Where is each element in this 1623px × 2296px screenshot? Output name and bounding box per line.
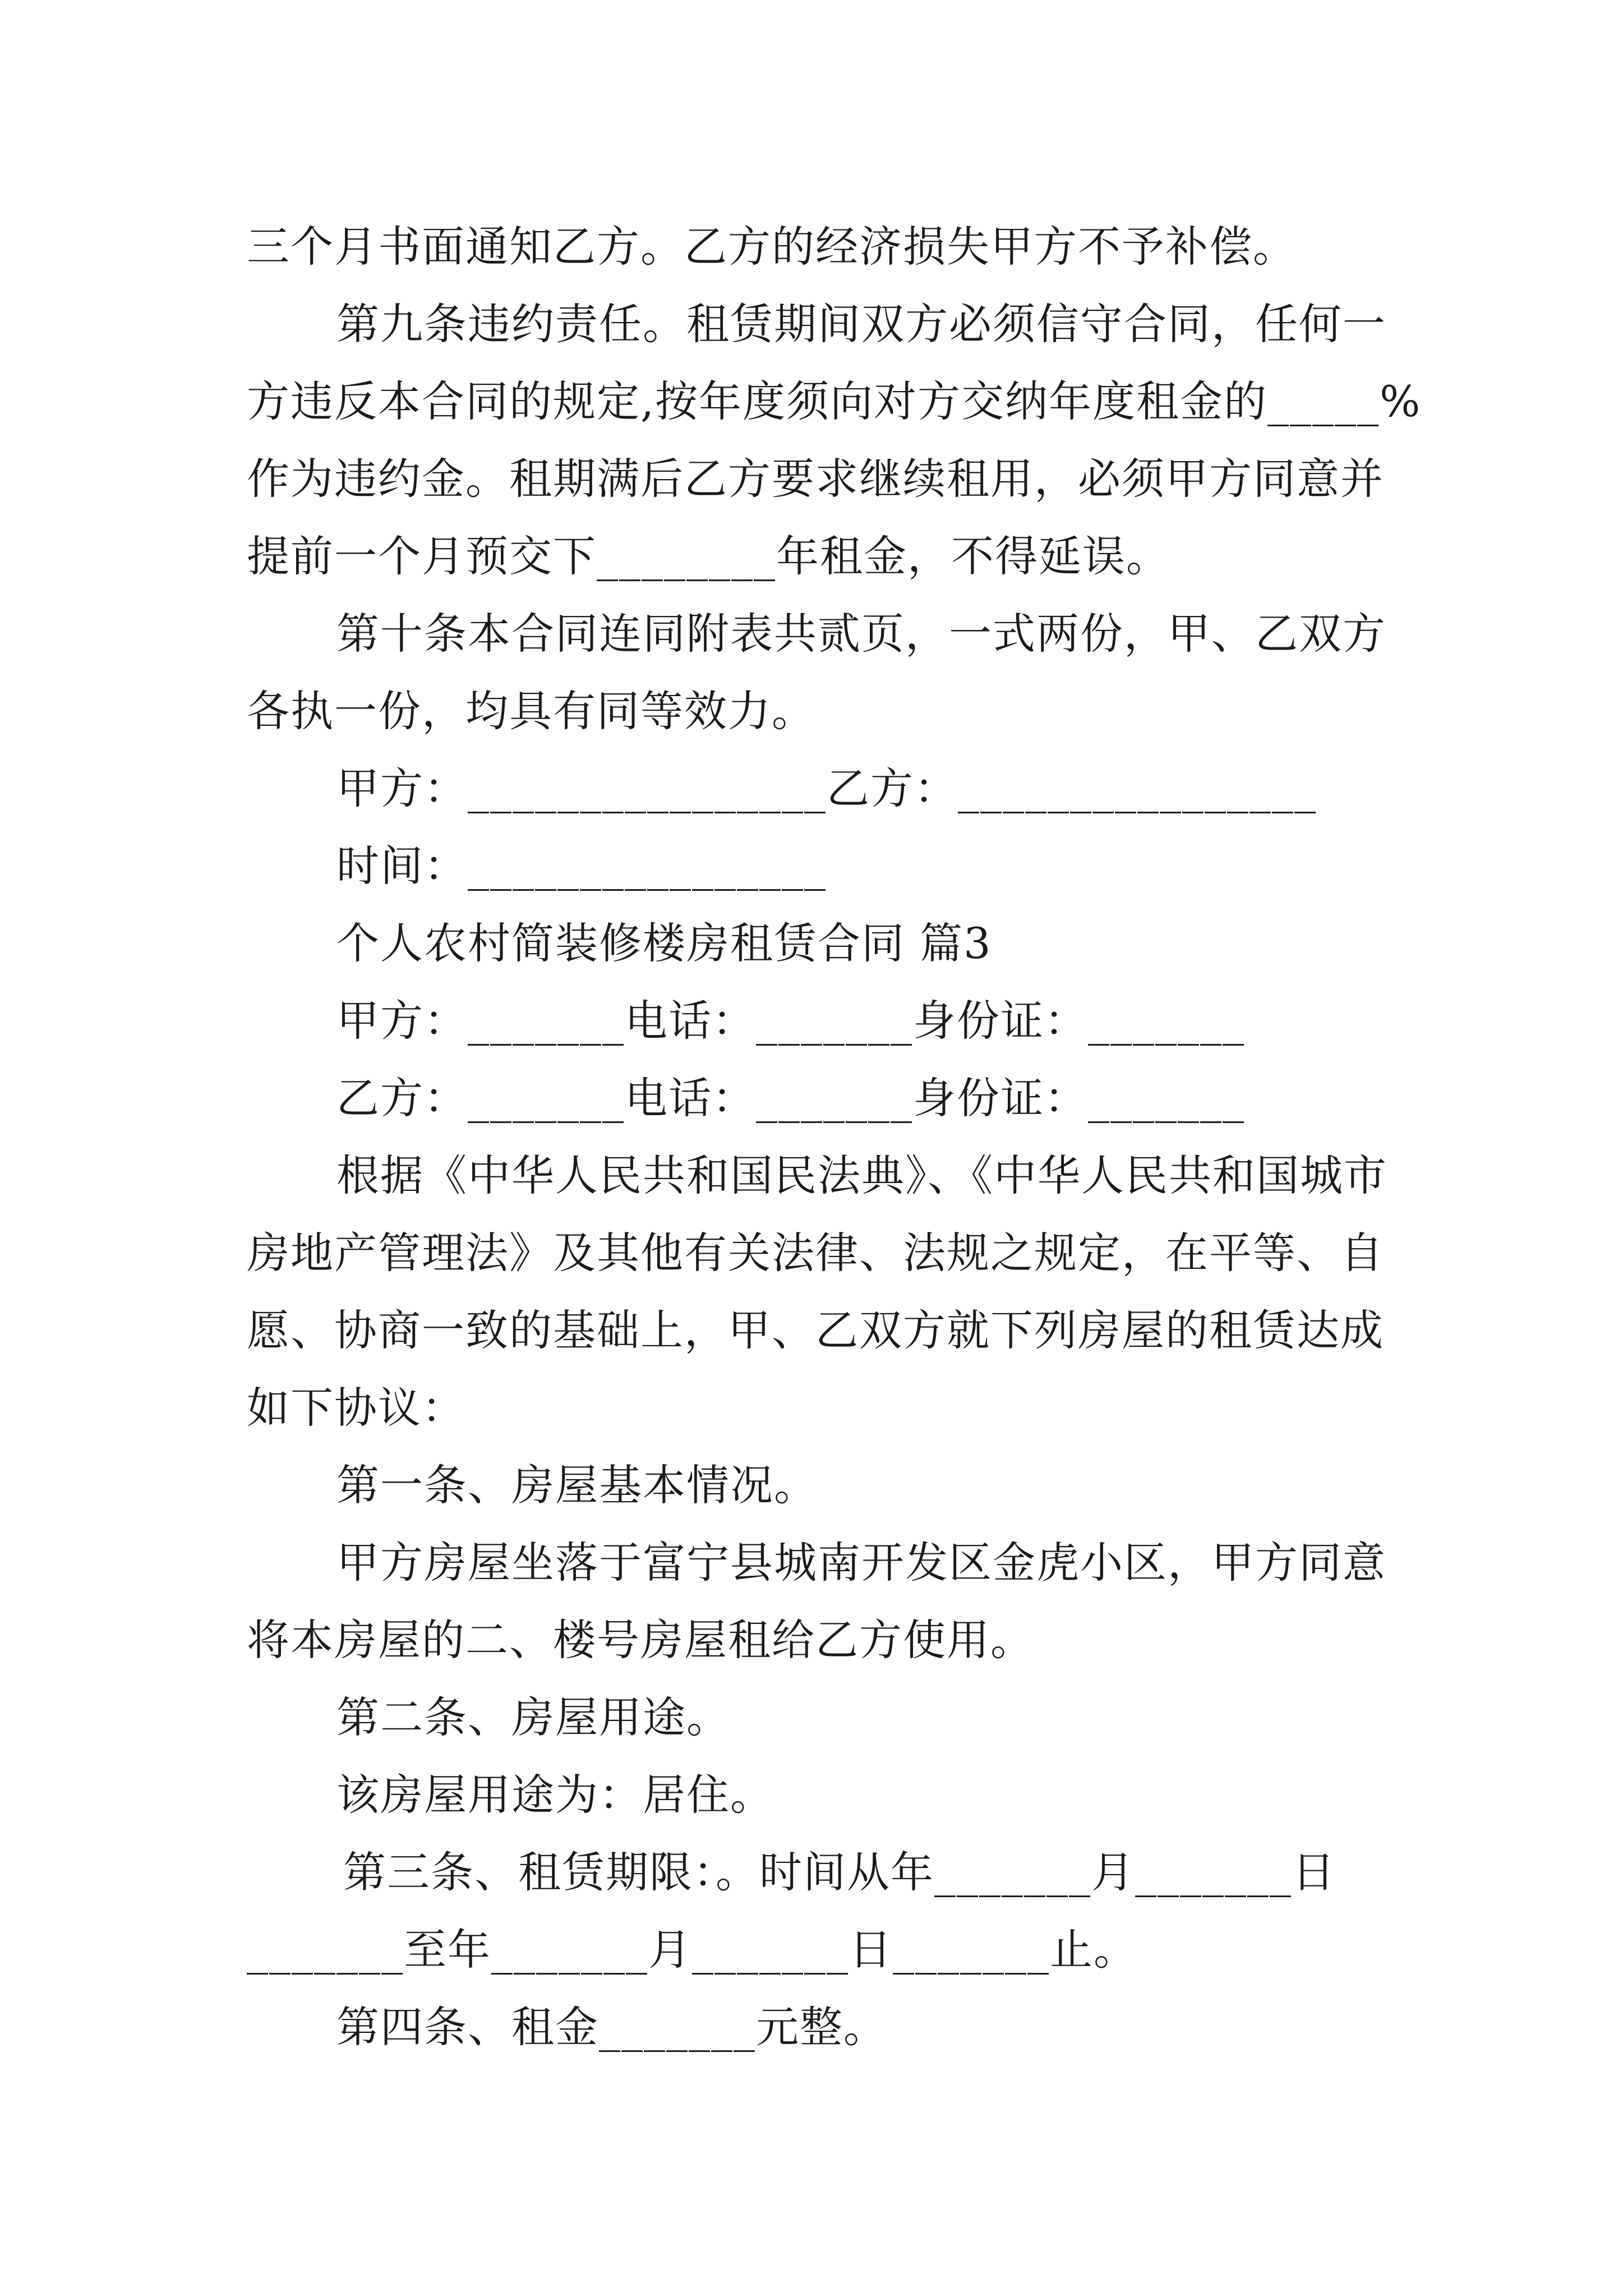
text-line: 提前一个月预交下________年租金，不得延误。 [247, 531, 1170, 581]
text-line: 房地产管理法》及其他有关法律、法规之规定，在平等、自 [247, 1228, 1384, 1278]
section-title: 个人农村简装修楼房租赁合同 篇3 [336, 918, 992, 968]
text-line: 第九条违约责任。租赁期间双方必须信守合同，任何一 [336, 299, 1386, 349]
party-a-line: 甲方：_______电话：_______身份证：_______ [336, 996, 1245, 1046]
clause-heading: 第二条、房屋用途。 [336, 1692, 730, 1742]
text-line: 作为违约金。租期满后乙方要求继续租用，必须甲方同意并 [247, 454, 1384, 504]
clause-heading: 第四条、租金_______元整。 [336, 2002, 887, 2052]
text-line: 如下协议： [247, 1383, 465, 1433]
text-line: 甲方房屋坐落于富宁县城南开发区金虎小区，甲方同意 [336, 1538, 1386, 1588]
text-line: 愿、协商一致的基础上，甲、乙双方就下列房屋的租赁达成 [247, 1305, 1384, 1355]
text-line: 该房屋用途为：居住。 [336, 1770, 774, 1820]
text-line: _______至年_______月_______日_______止。 [247, 1925, 1137, 1975]
signature-line: 甲方：________________乙方：________________ [336, 763, 1317, 813]
clause-heading: 第三条、租赁期限：。时间从年_______月_______日 [343, 1847, 1336, 1897]
clause-heading: 第一条、房屋基本情况。 [336, 1460, 818, 1510]
text-line: 根据《中华人民共和国民法典》、《中华人民共和国城市 [336, 1151, 1387, 1200]
text-line: 第十条本合同连同附表共贰页，一式两份，甲、乙双方 [336, 609, 1386, 659]
party-b-line: 乙方：_______电话：_______身份证：_______ [336, 1073, 1245, 1123]
text-line: 方违反本合同的规定,按年度须向对方交纳年度租金的_____% [247, 376, 1422, 426]
text-line: 三个月书面通知乙方。乙方的经济损失甲方不予补偿。 [247, 222, 1297, 272]
text-line: 各执一份，均具有同等效力。 [247, 686, 815, 736]
date-line: 时间：________________ [336, 841, 827, 891]
text-line: 将本房屋的二、楼号房屋租给乙方使用。 [247, 1615, 1034, 1665]
